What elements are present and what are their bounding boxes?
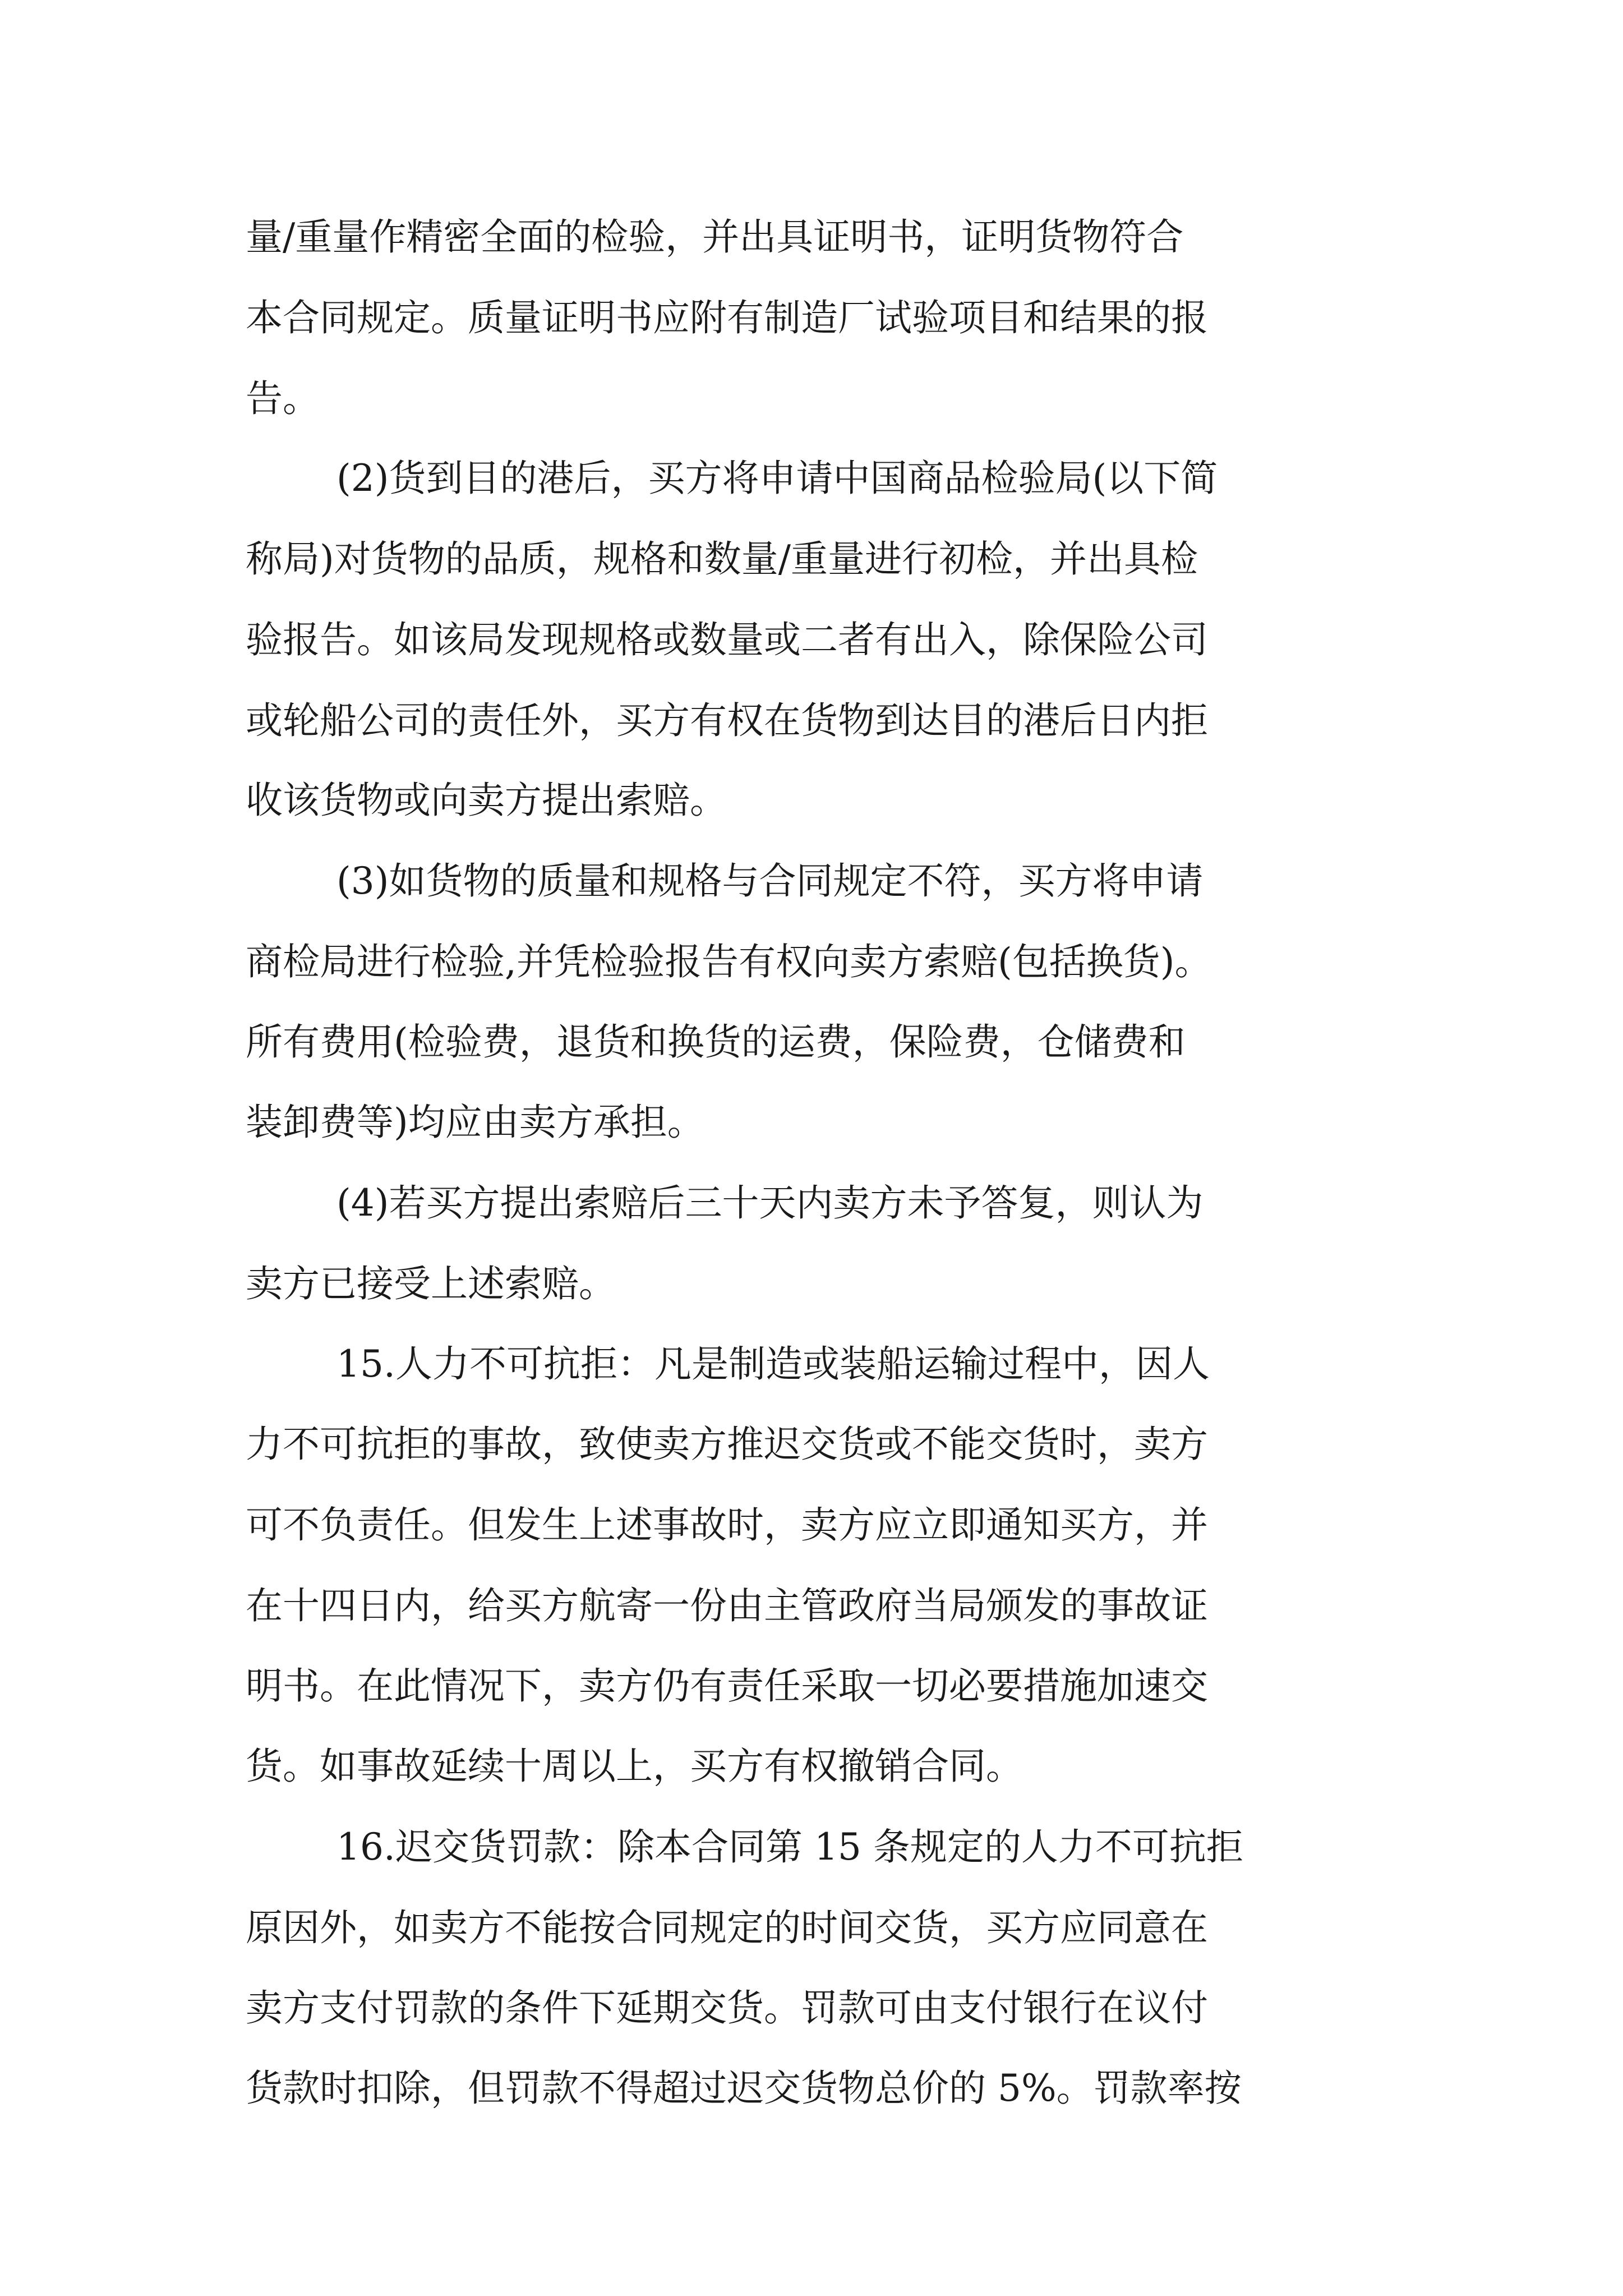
text-line: 原因外，如卖方不能按合同规定的时间交货，买方应同意在: [246, 1906, 1208, 1949]
text-line: 卖方已接受上述索赔。: [246, 1262, 616, 1305]
text-line: 商检局进行检验,并凭检验报告有权向卖方索赔(包括换货)。: [246, 940, 1212, 983]
text-line: 验报告。如该局发现规格或数量或二者有出入，除保险公司: [246, 618, 1208, 661]
text-line: 称局)对货物的品质，规格和数量/重量进行初检，并出具检: [246, 537, 1198, 581]
text-line: 明书。在此情况下，卖方仍有责任采取一切必要措施加速交: [246, 1664, 1208, 1708]
text-line: 所有费用(检验费，退货和换货的运费，保险费，仓储费和: [246, 1020, 1186, 1064]
text-line: 本合同规定。质量证明书应附有制造厂试验项目和结果的报: [246, 296, 1208, 339]
text-line: 装卸费等)均应由卖方承担。: [246, 1101, 704, 1144]
text-line: 可不负责任。但发生上述事故时，卖方应立即通知买方，并: [246, 1503, 1208, 1547]
paragraph-start-line: 16.迟交货罚款：除本合同第 15 条规定的人力不可抗拒: [336, 1825, 1243, 1869]
text-line: 或轮船公司的责任外，买方有权在货物到达目的港后日内拒: [246, 699, 1208, 742]
text-line: 货。如事故延续十周以上，买方有权撤销合同。: [246, 1745, 1023, 1788]
text-line: 收该货物或向卖方提出索赔。: [246, 779, 727, 822]
text-line: 在十四日内，给买方航寄一份由主管政府当局颁发的事故证: [246, 1584, 1208, 1627]
text-line: 告。: [246, 377, 320, 420]
paragraph-start-line: (3)如货物的质量和规格与合同规定不符，买方将申请: [336, 859, 1204, 903]
text-line: 卖方支付罚款的条件下延期交货。罚款可由支付银行在议付: [246, 1986, 1208, 2030]
paragraph-start-line: (2)货到目的港后，买方将申请中国商品检验局(以下简: [336, 457, 1218, 500]
text-line: 量/重量作精密全面的检验，并出具证明书，证明货物符合: [246, 215, 1184, 259]
paragraph-start-line: 15.人力不可抗拒：凡是制造或装船运输过程中，因人: [336, 1342, 1210, 1386]
paragraph-start-line: (4)若买方提出索赔后三十天内卖方未予答复，则认为: [336, 1181, 1204, 1225]
text-line: 力不可抗拒的事故，致使卖方推迟交货或不能交货时，卖方: [246, 1423, 1208, 1466]
text-line: 货款时扣除，但罚款不得超过迟交货物总价的 5%。罚款率按: [246, 2067, 1242, 2110]
